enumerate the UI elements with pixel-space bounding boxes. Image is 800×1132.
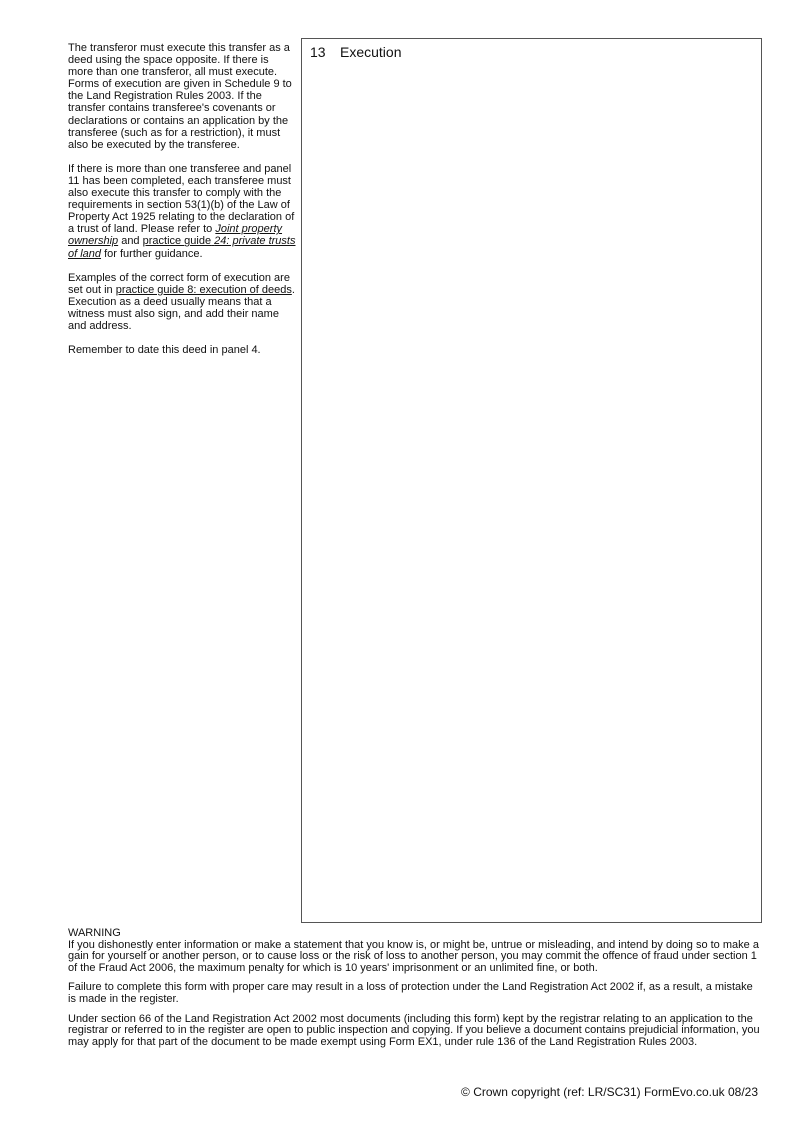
warning-heading: WARNING [68, 927, 121, 939]
execution-panel[interactable] [301, 38, 762, 923]
section-66-notice: Under section 66 of the Land Registration Act 2002 most documents (including this form) kept by the registrar relating to an application to the registrar or referred to in the register are open to public inspection and copying. If you believe a document contains prejudicial information, you may apply for that part of the document to be made exempt using Form EX1, under rule 136 of the Land Registration Rules 2003. [68, 1012, 760, 1048]
warning-paragraph [68, 928, 762, 974]
practice-guide-24-link-title[interactable]: 24: private trusts of land [68, 235, 296, 260]
copyright-footer: © Crown copyright (ref: LR/SC31) FormEvo.co.uk 08/23 [461, 1085, 758, 1099]
panel-title: Execution [340, 44, 402, 60]
guidance-text: If there is more than one transferee and panel 11 has been completed, each transferee must also execute this transfer to comply with the requirements in section 53(1)(b) of the Law of Property Act 1925 relating to the declaration of a trust of land. Please refer to [68, 162, 295, 236]
panel-number: 13 [310, 44, 326, 60]
guidance-text: for further guidance. [101, 247, 203, 260]
guidance-date-reminder: Remember to date this deed in panel 4. [68, 344, 261, 357]
practice-guide-8-link[interactable]: practice guide 8: execution of deeds [115, 283, 292, 296]
panel-header [310, 44, 401, 60]
guidance-transferees-paragraph [68, 163, 296, 260]
failure-notice: Failure to complete this form with proper care may result in a loss of protection under the Land Registration Act 2002 if, as a result, a mistake is made in the register. [68, 981, 753, 1005]
guidance-text: . Execution as a deed usually means that a witness must also sign, and add their name and address. [68, 283, 295, 332]
warning-section [68, 928, 762, 1056]
guidance-execution-paragraph: The transferor must execute this transfer as a deed using the space opposite. If there is more than one transferor, all must execute. Forms of execution are given in Schedule 9 to the Land Registration Rules 2003. If the transfer contains transferee's covenants or declarations or contains an application by the transferee (such as for a restriction), it must also be executed by the transferee. [68, 42, 292, 151]
guidance-examples-paragraph [68, 272, 296, 332]
joint-property-ownership-link[interactable]: Joint property ownership [68, 223, 283, 248]
practice-guide-24-link-text[interactable]: practice guide [142, 235, 212, 248]
guidance-text: and [118, 235, 143, 248]
warning-text: If you dishonestly enter information or make a statement that you know is, or might be, untrue or misleading, and intend by doing so to make a gain for yourself or another person, or to cause loss or the risk of loss to another person, you may commit the offence of fraud under section 1 of the Fraud Act 2006, the maximum penalty for which is 10 years' imprisonment or an unlimited fine, or both. [68, 938, 759, 974]
guidance-text: Examples of the correct form of execution are set out in [68, 271, 290, 296]
panel-guidance [68, 42, 296, 368]
